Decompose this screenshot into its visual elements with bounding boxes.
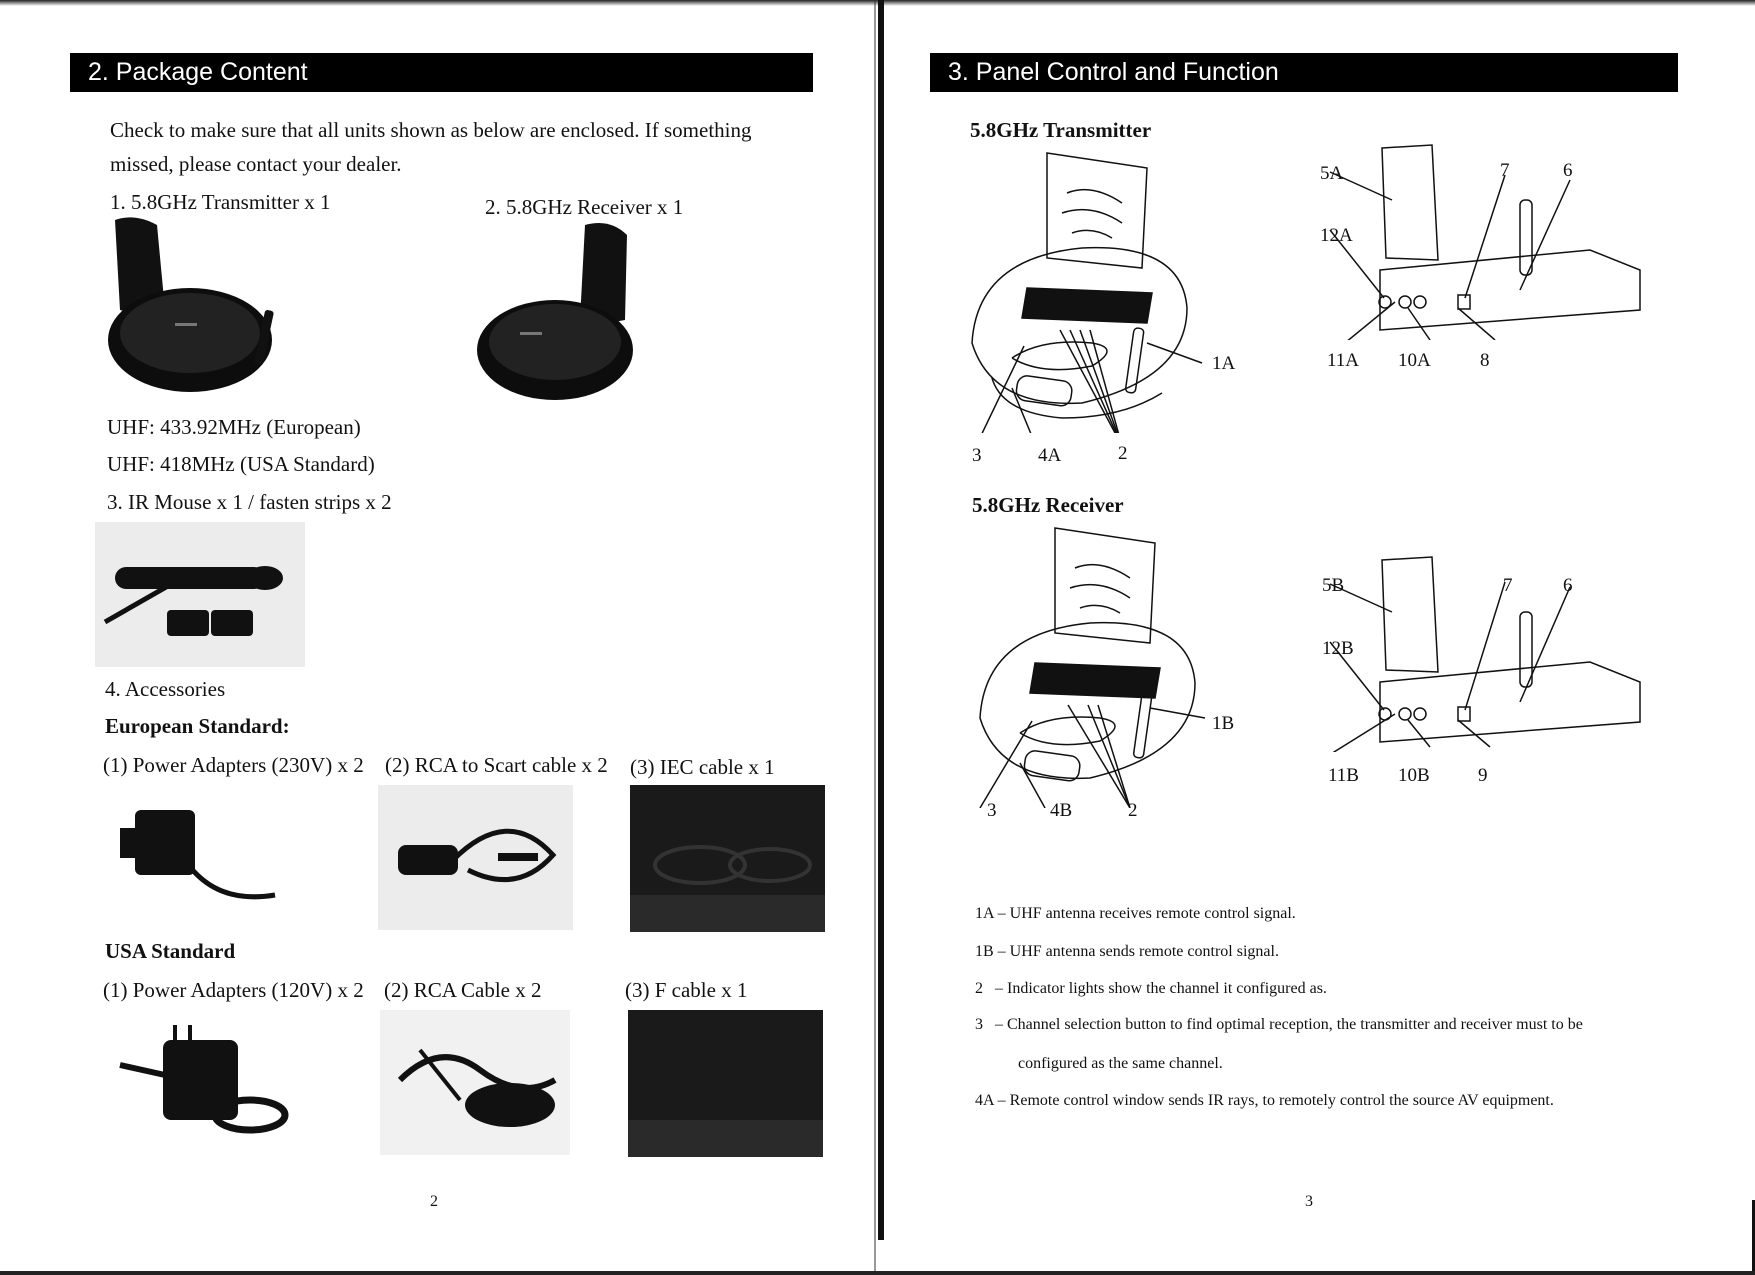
us-rca-cable: (2) RCA Cable x 2: [384, 978, 542, 1002]
page-edge-bottom: [0, 1271, 1755, 1275]
page-number-right: 3: [1305, 1193, 1313, 1210]
spine-shadow: [874, 0, 876, 1275]
label-rx-12b: 12B: [1322, 638, 1354, 659]
label-tx-8: 8: [1480, 350, 1490, 371]
page-number-left: 2: [430, 1193, 438, 1210]
eu-rca-scart-photo: [378, 785, 573, 930]
label-rx-1b: 1B: [1212, 713, 1235, 734]
label-tx-7: 7: [1500, 160, 1510, 181]
label-tx-10a: 10A: [1398, 350, 1431, 371]
label-rx-11b: 11B: [1328, 765, 1359, 786]
european-standard-heading: European Standard:: [105, 714, 290, 738]
item-ir-mouse: 3. IR Mouse x 1 / fasten strips x 2: [107, 490, 392, 514]
section-title-package-content: 2. Package Content: [70, 53, 813, 92]
item-receiver: 2. 5.8GHz Receiver x 1: [485, 195, 684, 219]
receiver-front-diagram: [975, 523, 1225, 808]
label-rx-2: 2: [1128, 800, 1138, 821]
receiver-photo: [475, 220, 650, 410]
eu-power-adapter: (1) Power Adapters (230V) x 2: [103, 753, 364, 777]
label-tx-3: 3: [972, 445, 982, 466]
label-tx-4a: 4A: [1038, 445, 1062, 466]
intro-line-1: Check to make sure that all units shown as below are enclosed. If something: [110, 118, 752, 142]
ir-mouse-photo: [95, 522, 305, 667]
label-rx-6: 6: [1563, 575, 1573, 596]
intro-line-2: missed, please contact your dealer.: [110, 152, 402, 176]
desc-2: 2 – Indicator lights show the channel it configured as.: [975, 980, 1327, 997]
us-rca-cable-photo: [380, 1010, 570, 1155]
eu-iec-cable: (3) IEC cable x 1: [630, 755, 775, 779]
label-tx-5a: 5A: [1320, 163, 1344, 184]
label-rx-10b: 10B: [1398, 765, 1430, 786]
desc-3: 3 – Channel selection button to find optimal reception, the transmitter and receiver must to be: [975, 1016, 1583, 1033]
label-tx-12a: 12A: [1320, 225, 1353, 246]
uhf-european: UHF: 433.92MHz (European): [107, 415, 361, 439]
eu-power-adapter-photo: [115, 800, 285, 910]
label-tx-2: 2: [1118, 443, 1128, 464]
label-rx-4b: 4B: [1050, 800, 1073, 821]
desc-3-continued: configured as the same channel.: [1018, 1055, 1223, 1072]
label-tx-6: 6: [1563, 160, 1573, 181]
label-rx-9: 9: [1478, 765, 1488, 786]
receiver-heading: 5.8GHz Receiver: [972, 493, 1124, 517]
desc-4a: 4A – Remote control window sends IR rays, to remotely control the source AV equipment.: [975, 1092, 1554, 1109]
item-transmitter: 1. 5.8GHz Transmitter x 1: [110, 190, 331, 214]
us-f-cable: (3) F cable x 1: [625, 978, 748, 1002]
label-rx-3: 3: [987, 800, 997, 821]
transmitter-front-diagram: [962, 148, 1212, 433]
label-rx-5b: 5B: [1322, 575, 1345, 596]
label-tx-1a: 1A: [1212, 353, 1236, 374]
usa-standard-heading: USA Standard: [105, 939, 236, 963]
label-rx-7: 7: [1503, 575, 1513, 596]
f-cable-photo: [628, 1010, 823, 1157]
transmitter-heading: 5.8GHz Transmitter: [970, 118, 1152, 142]
transmitter-photo: [105, 215, 280, 405]
desc-1b: 1B – UHF antenna sends remote control signal.: [975, 943, 1279, 960]
us-power-adapter-photo: [115, 1015, 290, 1150]
label-tx-11a: 11A: [1327, 350, 1360, 371]
us-power-adapter: (1) Power Adapters (120V) x 2: [103, 978, 364, 1002]
iec-cable-photo: [630, 785, 825, 932]
eu-rca-scart: (2) RCA to Scart cable x 2: [385, 753, 608, 777]
desc-1a: 1A – UHF antenna receives remote control signal.: [975, 905, 1296, 922]
section-title-panel-control: 3. Panel Control and Function: [930, 53, 1678, 92]
uhf-usa: UHF: 418MHz (USA Standard): [107, 452, 375, 476]
book-spine: [878, 0, 884, 1240]
item-accessories: 4. Accessories: [105, 677, 226, 701]
